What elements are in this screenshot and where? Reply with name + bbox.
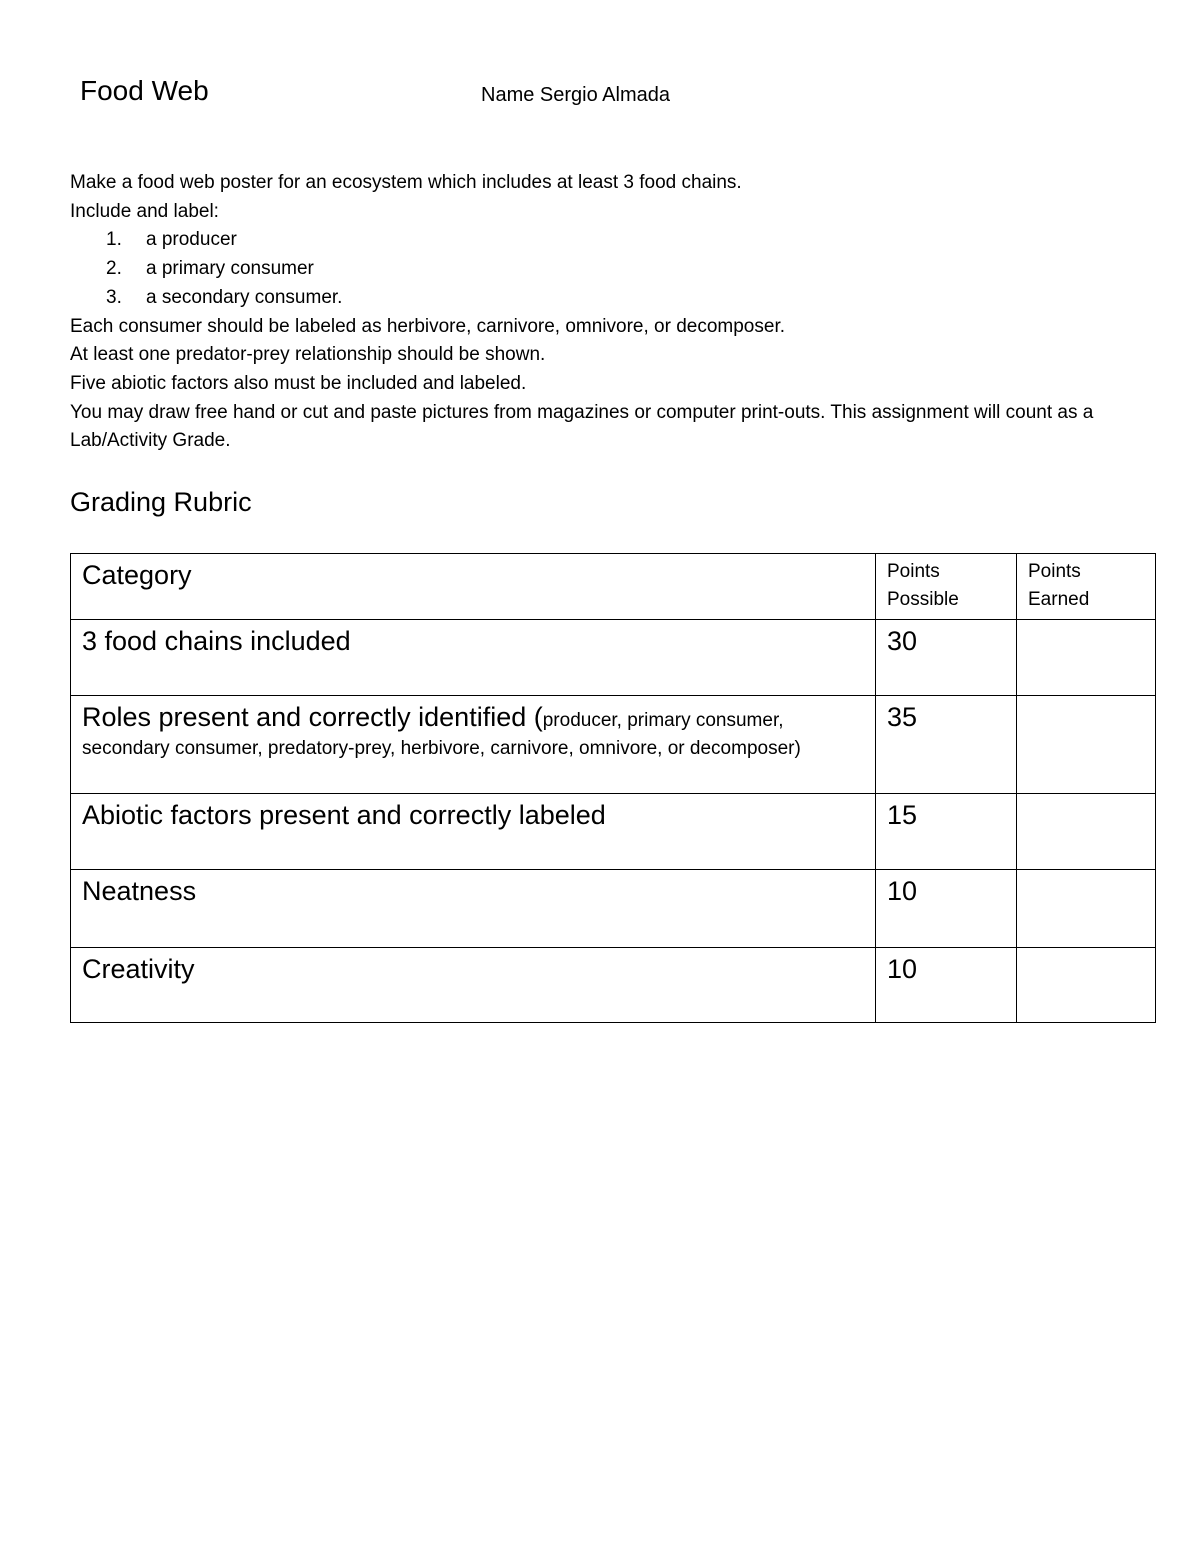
table-row (71, 794, 1156, 870)
points-possible: 10 (876, 948, 1017, 1023)
table-row (71, 620, 1156, 696)
list-number: 1. (106, 229, 122, 251)
points-possible: 10 (876, 870, 1017, 948)
category-text: Roles present and correctly identified ( (82, 702, 543, 732)
category-text: Neatness (82, 876, 197, 906)
category-text: Creativity (82, 954, 195, 984)
category-text: 3 food chains included (82, 626, 351, 656)
list-number: 2. (106, 258, 122, 280)
points-earned[interactable] (1017, 948, 1156, 1023)
instructions-intro: Make a food web poster for an ecosystem which includes at least 3 food chains. (70, 172, 742, 193)
category-text: Abiotic factors present and correctly labeled (82, 800, 606, 830)
table-header-row (71, 554, 1156, 620)
points-earned[interactable] (1017, 696, 1156, 794)
list-number: 3. (106, 286, 122, 308)
rubric-table (70, 553, 1156, 1023)
rubric-heading: Grading Rubric (70, 487, 252, 517)
category-cell (71, 696, 876, 794)
instructions (70, 169, 1130, 456)
instruction-line: At least one predator-prey relationship should be shown. (70, 344, 546, 366)
requirements-list (70, 226, 1130, 312)
header-category: Category (71, 554, 876, 620)
points-earned[interactable] (1017, 870, 1156, 948)
list-item (70, 226, 1130, 255)
list-item (70, 255, 1130, 284)
points-possible: 15 (876, 794, 1017, 870)
category-detail: producer, primary consumer, secondary consumer, predatory-prey, herbivore, carnivore, omnivore, or decomposer) (82, 710, 801, 759)
table-row (71, 870, 1156, 948)
points-earned[interactable] (1017, 794, 1156, 870)
list-item-text: a primary consumer (146, 258, 314, 280)
category-cell (71, 794, 876, 870)
category-cell (71, 620, 876, 696)
student-name: Name Sergio Almada (481, 84, 670, 106)
header-points-possible: Points Possible (876, 554, 1017, 620)
list-item (70, 284, 1130, 313)
points-possible: 30 (876, 620, 1017, 696)
instruction-line: You may draw free hand or cut and paste pictures from magazines or computer print-outs. This assignment will count as a Lab/Activity Grade. (70, 401, 1094, 452)
list-item-text: a secondary consumer. (146, 286, 343, 308)
page-title: Food Web (80, 75, 209, 106)
points-possible: 35 (876, 696, 1017, 794)
include-label: Include and label: (70, 200, 219, 222)
points-earned[interactable] (1017, 620, 1156, 696)
table-row (71, 948, 1156, 1023)
instruction-line: Each consumer should be labeled as herbivore, carnivore, omnivore, or decomposer. (70, 315, 785, 337)
list-item-text: a producer (146, 229, 237, 251)
instruction-line: Five abiotic factors also must be included and labeled. (70, 372, 527, 394)
header-points-earned: Points Earned (1017, 554, 1156, 620)
table-row (71, 696, 1156, 794)
category-cell (71, 948, 876, 1023)
category-cell (71, 870, 876, 948)
